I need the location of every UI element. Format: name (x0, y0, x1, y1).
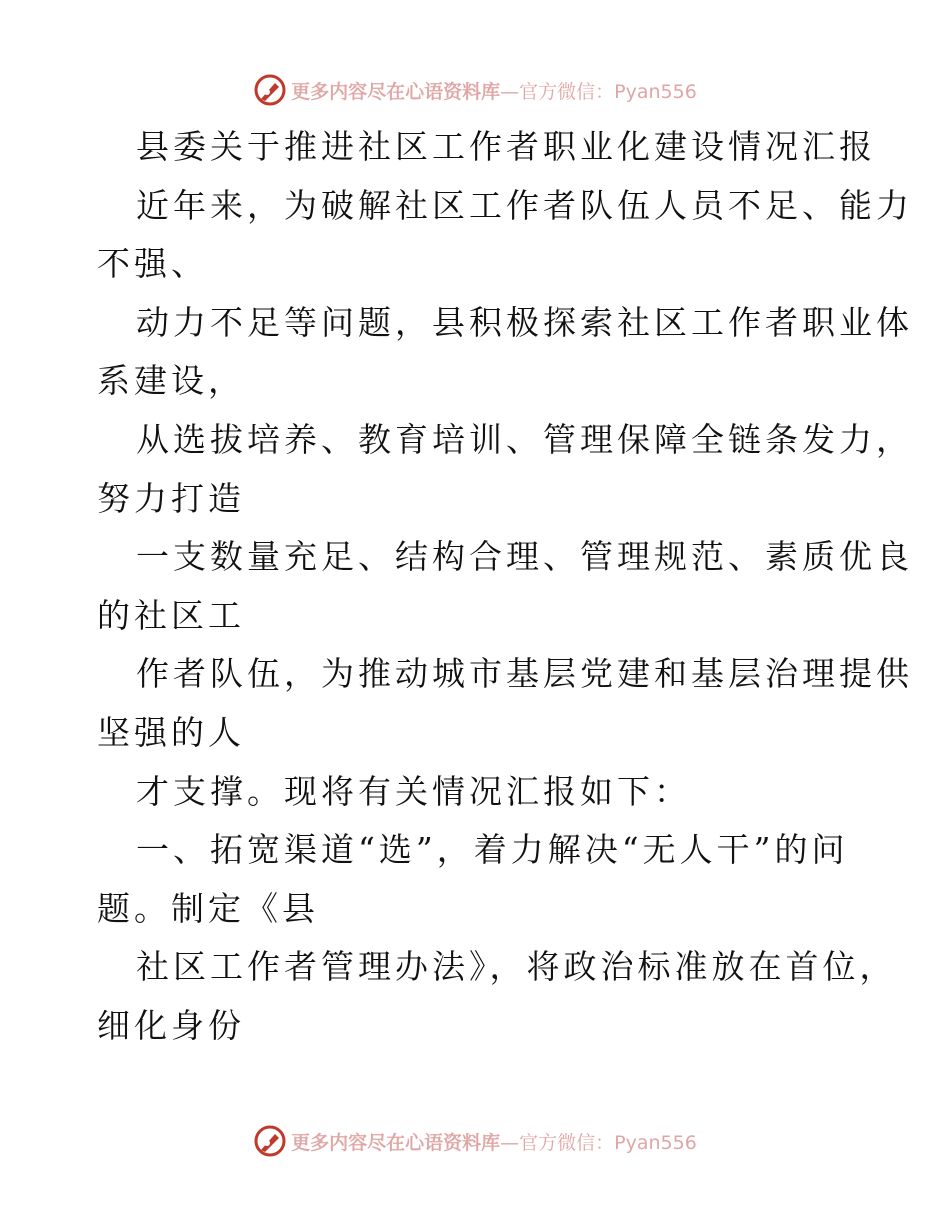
paragraph-line: 坚强的人 (97, 712, 245, 752)
paragraph-line: 系建设， (97, 361, 245, 401)
paragraph-line: 动力不足等问题，县积极探索社区工作者职业体 (136, 302, 913, 342)
paragraph-line: 题。制定《县 (97, 888, 319, 928)
watermark-banner-bottom (0, 1121, 950, 1161)
document-title: 县委关于推进社区工作者职业化建设情况汇报 (136, 127, 876, 166)
watermark-main-text: 更多内容尽在心语资料库 (291, 1131, 501, 1154)
section-heading-line: 一、拓宽渠道“选”，着力解决“无人干”的问 (136, 830, 849, 870)
paragraph-line: 近年来，为破解社区工作者队伍人员不足、能力 (136, 185, 913, 225)
watermark-wechat-text: —官方微信：Pyan556 (500, 1131, 697, 1154)
document-body (0, 118, 950, 1056)
paragraph-line: 努力打造 (97, 478, 245, 518)
watermark-wechat-text: —官方微信：Pyan556 (500, 80, 697, 103)
paragraph-line: 的社区工 (97, 595, 245, 635)
pen-logo-icon (253, 73, 287, 107)
paragraph-line: 社区工作者管理办法》，将政治标准放在首位， (136, 947, 897, 987)
paragraph-line: 从选拔培养、教育培训、管理保障全链条发力， (136, 419, 913, 459)
watermark-banner-top (0, 70, 950, 110)
paragraph-line: 不强、 (97, 244, 208, 284)
pen-logo-icon (253, 1124, 287, 1158)
paragraph-line: 作者队伍，为推动城市基层党建和基层治理提供 (136, 654, 913, 694)
watermark-main-text: 更多内容尽在心语资料库 (291, 80, 501, 103)
paragraph-line: 一支数量充足、结构合理、管理规范、素质优良 (136, 537, 913, 577)
paragraph-line: 才支撑。现将有关情况汇报如下： (136, 771, 691, 811)
paragraph-line: 细化身份 (97, 1005, 245, 1045)
